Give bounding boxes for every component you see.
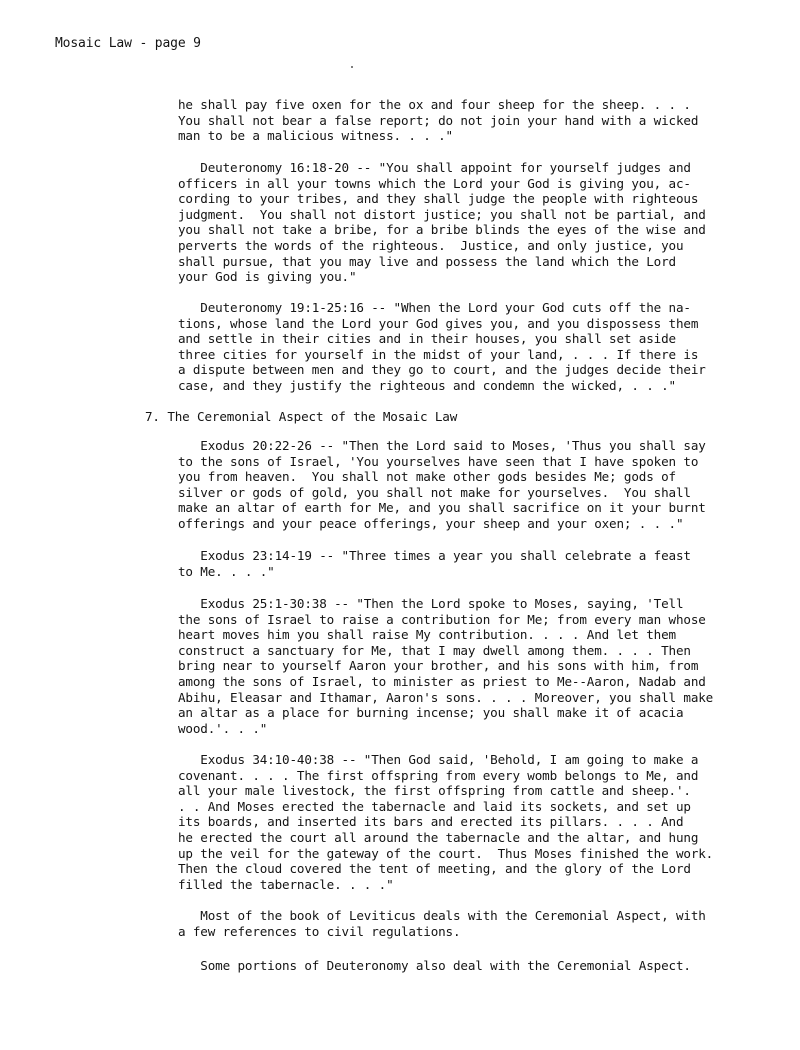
text-line: among the sons of Israel, to minister as priest to Me--Aaron, Nadab and bbox=[178, 673, 706, 689]
text-line: Most of the book of Leviticus deals with the Ceremonial Aspect, with bbox=[178, 908, 706, 923]
text-line: perverts the words of the righteous. Justice, and only justice, you bbox=[178, 237, 684, 253]
text-line: Exodus 20:22-26 -- "Then the Lord said to Moses, 'Thus you shall say bbox=[178, 438, 706, 453]
text-line: shall pursue, that you may live and possess the land which the Lord bbox=[178, 253, 676, 269]
text-line: silver or gods of gold, you shall not make for yourselves. You shall bbox=[178, 484, 691, 500]
text-line: up the veil for the gateway of the court. Thus Moses finished the work. bbox=[178, 845, 714, 861]
text-line: bring near to yourself Aaron your brother, and his sons with him, from bbox=[178, 658, 699, 674]
text-line: Some portions of Deuteronomy also deal with the Ceremonial Aspect. bbox=[178, 958, 691, 973]
text-line: Abihu, Eleasar and Ithamar, Aaron's sons. . . . Moreover, you shall make bbox=[178, 689, 714, 705]
text-line: heart moves him you shall raise My contribution. . . . And let them bbox=[178, 627, 676, 643]
text-line: . . And Moses erected the tabernacle and laid its sockets, and set up bbox=[178, 798, 691, 814]
text-line: he shall pay five oxen for the ox and four sheep for the sheep. . . . bbox=[178, 97, 691, 112]
text-line: he erected the court all around the tabernacle and the altar, and hung bbox=[178, 829, 699, 845]
text-line: man to be a malicious witness. . . ." bbox=[178, 128, 453, 144]
text-line: make an altar of earth for Me, and you shall sacrifice on it your burnt bbox=[178, 500, 706, 516]
text-line: filled the tabernacle. . . ." bbox=[178, 876, 394, 892]
text-line: an altar as a place for burning incense; you shall make it of acacia bbox=[178, 705, 684, 721]
page-header: Mosaic Law - page 9 bbox=[55, 36, 201, 51]
section-title: The Ceremonial Aspect of the Mosaic Law bbox=[167, 409, 458, 424]
paragraph-exodus-25 bbox=[178, 596, 748, 736]
text-line: and settle in their cities and in their houses, you shall set aside bbox=[178, 331, 676, 347]
text-line: the sons of Israel to raise a contribution for Me; from every man whose bbox=[178, 611, 706, 627]
paragraph-deuteronomy-portions bbox=[178, 958, 748, 974]
text-line: wood.'. . ." bbox=[178, 720, 268, 736]
section-heading bbox=[145, 409, 457, 425]
text-line: officers in all your towns which the Lord your God is giving you, ac- bbox=[178, 175, 691, 191]
text-line: Then the cloud covered the tent of meeting, and the glory of the Lord bbox=[178, 861, 691, 877]
text-line: Exodus 25:1-30:38 -- "Then the Lord spoke to Moses, saying, 'Tell bbox=[178, 596, 684, 611]
text-line: its boards, and inserted its bars and erected its pillars. . . . And bbox=[178, 814, 684, 830]
text-line: You shall not bear a false report; do not join your hand with a wicked bbox=[178, 112, 699, 128]
text-line: Exodus 34:10-40:38 -- "Then God said, 'Behold, I am going to make a bbox=[178, 752, 699, 767]
text-line: construct a sanctuary for Me, that I may dwell among them. . . . Then bbox=[178, 642, 691, 658]
paragraph-leviticus bbox=[178, 908, 748, 939]
text-line: a dispute between men and they go to court, and the judges decide their bbox=[178, 362, 706, 378]
text-line: your God is giving you." bbox=[178, 269, 357, 285]
paragraph-exodus-34 bbox=[178, 752, 748, 892]
text-line: three cities for yourself in the midst of your land, . . . If there is bbox=[178, 346, 699, 362]
section-number: 7. bbox=[145, 409, 160, 424]
paragraph-exodus-23 bbox=[178, 548, 748, 579]
text-line: Deuteronomy 16:18-20 -- "You shall appoint for yourself judges and bbox=[178, 160, 691, 175]
text-line: to the sons of Israel, 'You yourselves have seen that I have spoken to bbox=[178, 453, 699, 469]
paragraph-deuteronomy-19 bbox=[178, 300, 748, 394]
text-line: offerings and your peace offerings, your sheep and your oxen; . . ." bbox=[178, 515, 684, 531]
text-line: you from heaven. You shall not make other gods besides Me; gods of bbox=[178, 469, 676, 485]
text-line: to Me. . . ." bbox=[178, 563, 275, 579]
text-line: all your male livestock, the first offspring from cattle and sheep.'. bbox=[178, 783, 691, 799]
text-line: judgment. You shall not distort justice; you shall not be partial, and bbox=[178, 206, 706, 222]
paragraph-continuation bbox=[178, 97, 748, 144]
paragraph-exodus-20 bbox=[178, 438, 748, 532]
text-line: case, and they justify the righteous and condemn the wicked, . . ." bbox=[178, 377, 676, 393]
text-line: you shall not take a bribe, for a bribe blinds the eyes of the wise and bbox=[178, 222, 706, 238]
text-line: Deuteronomy 19:1-25:16 -- "When the Lord your God cuts off the na- bbox=[178, 300, 691, 315]
stray-mark bbox=[351, 66, 353, 68]
text-line: cording to your tribes, and they shall judge the people with righteous bbox=[178, 191, 699, 207]
text-line: Exodus 23:14-19 -- "Three times a year you shall celebrate a feast bbox=[178, 548, 691, 563]
text-line: a few references to civil regulations. bbox=[178, 923, 461, 939]
paragraph-deuteronomy-16 bbox=[178, 160, 748, 285]
text-line: covenant. . . . The first offspring from every womb belongs to Me, and bbox=[178, 767, 699, 783]
text-line: tions, whose land the Lord your God gives you, and you dispossess them bbox=[178, 315, 699, 331]
